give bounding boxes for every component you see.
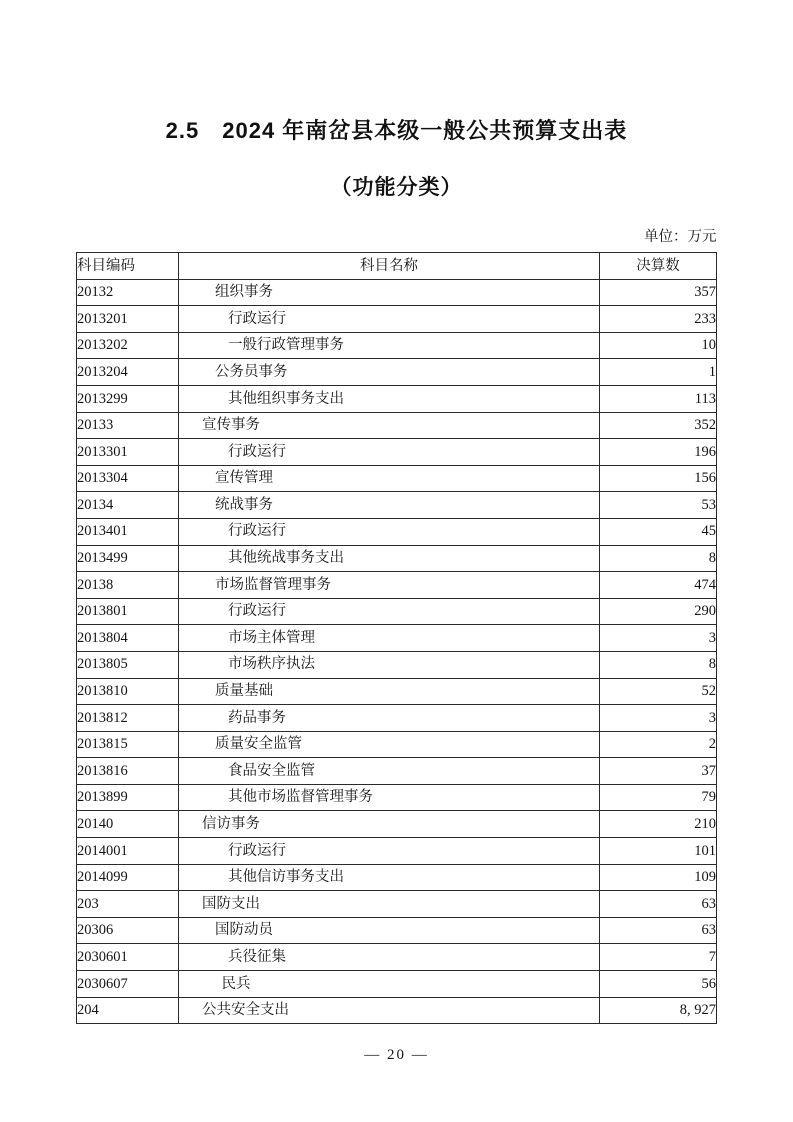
table-row [77,439,717,466]
page-title: 2.5 2024 年南岔县本级一般公共预算支出表 [165,118,628,143]
table-row [77,359,717,386]
table-row [77,332,717,359]
final-amount-cell: 1 [600,359,717,386]
final-amount-cell: 63 [600,917,717,944]
subject-name-cell: 行政运行 [179,306,600,333]
table-row [77,997,717,1024]
subject-name-cell: 市场监督管理事务 [179,572,600,599]
table-row [77,279,717,306]
table-row [77,598,717,625]
table-header-row [77,253,717,280]
subject-code-cell: 203 [77,891,179,918]
subject-name-cell: 其他市场监督管理事务 [179,784,600,811]
table-row [77,678,717,705]
subject-name-cell: 其他组织事务支出 [179,385,600,412]
subject-code-cell: 2013202 [77,332,179,359]
table-row [77,864,717,891]
subject-code-cell: 20134 [77,492,179,519]
budget-table [76,252,717,1024]
final-amount-cell: 63 [600,891,717,918]
subject-code-cell: 2013499 [77,545,179,572]
subject-code-cell: 2013301 [77,439,179,466]
subject-code-cell: 20132 [77,279,179,306]
subject-name-cell: 公共安全支出 [179,997,600,1024]
table-row [77,838,717,865]
table-row [77,545,717,572]
subject-code-cell: 2013810 [77,678,179,705]
table-row [77,651,717,678]
final-amount-cell: 53 [600,492,717,519]
final-amount-cell: 233 [600,306,717,333]
subject-name-cell: 国防动员 [179,917,600,944]
final-amount-cell: 474 [600,572,717,599]
table-row [77,385,717,412]
subject-name-cell: 一般行政管理事务 [179,332,600,359]
subject-code-cell: 2014099 [77,864,179,891]
final-amount-cell: 79 [600,784,717,811]
final-amount-cell: 56 [600,971,717,998]
table-row [77,705,717,732]
table-row [77,518,717,545]
final-amount-cell: 352 [600,412,717,439]
final-amount-cell: 3 [600,625,717,652]
final-amount-cell: 7 [600,944,717,971]
subject-name-cell: 信访事务 [179,811,600,838]
page-subtitle: （功能分类） [330,176,463,199]
final-amount-cell: 3 [600,705,717,732]
subject-code-cell: 2013299 [77,385,179,412]
subject-name-cell: 行政运行 [179,518,600,545]
table-row [77,731,717,758]
subject-code-cell: 2013401 [77,518,179,545]
subject-name-cell: 行政运行 [179,838,600,865]
final-amount-cell: 290 [600,598,717,625]
subject-name-cell: 行政运行 [179,598,600,625]
subject-code-cell: 2013804 [77,625,179,652]
header-final-amount: 决算数 [600,253,717,280]
table-row [77,811,717,838]
final-amount-cell: 113 [600,385,717,412]
table-row [77,572,717,599]
subject-name-cell: 行政运行 [179,439,600,466]
subject-code-cell: 20306 [77,917,179,944]
final-amount-cell: 52 [600,678,717,705]
unit-label: 单位：万元 [644,229,717,245]
final-amount-cell: 196 [600,439,717,466]
subject-name-cell: 统战事务 [179,492,600,519]
subject-code-cell: 2013805 [77,651,179,678]
subject-code-cell: 2014001 [77,838,179,865]
table-row [77,891,717,918]
table-row [77,492,717,519]
subject-code-cell: 2013816 [77,758,179,785]
final-amount-cell: 10 [600,332,717,359]
subject-name-cell: 民兵 [179,971,600,998]
subject-code-cell: 2030601 [77,944,179,971]
header-subject-name: 科目名称 [179,253,600,280]
subject-name-cell: 药品事务 [179,705,600,732]
final-amount-cell: 156 [600,465,717,492]
subject-name-cell: 国防支出 [179,891,600,918]
table-row [77,944,717,971]
final-amount-cell: 45 [600,518,717,545]
table-row [77,412,717,439]
final-amount-cell: 8 [600,545,717,572]
table-row [77,971,717,998]
subject-code-cell: 2013899 [77,784,179,811]
table-row [77,758,717,785]
subject-code-cell: 20138 [77,572,179,599]
subject-name-cell: 其他信访事务支出 [179,864,600,891]
subject-name-cell: 质量基础 [179,678,600,705]
subject-name-cell: 其他统战事务支出 [179,545,600,572]
subject-code-cell: 2013815 [77,731,179,758]
table-row [77,784,717,811]
subject-name-cell: 宣传事务 [179,412,600,439]
page-number: — 20 — [364,1047,429,1063]
header-subject-code: 科目编码 [77,253,179,280]
final-amount-cell: 210 [600,811,717,838]
table-row [77,306,717,333]
subject-code-cell: 2030607 [77,971,179,998]
subject-code-cell: 2013812 [77,705,179,732]
final-amount-cell: 37 [600,758,717,785]
subject-name-cell: 组织事务 [179,279,600,306]
subject-code-cell: 20133 [77,412,179,439]
table-row [77,625,717,652]
final-amount-cell: 109 [600,864,717,891]
subject-name-cell: 宣传管理 [179,465,600,492]
subject-code-cell: 204 [77,997,179,1024]
final-amount-cell: 357 [600,279,717,306]
subject-code-cell: 20140 [77,811,179,838]
subject-name-cell: 公务员事务 [179,359,600,386]
subject-name-cell: 市场主体管理 [179,625,600,652]
table-row [77,465,717,492]
final-amount-cell: 8, 927 [600,997,717,1024]
subject-name-cell: 质量安全监管 [179,731,600,758]
subject-code-cell: 2013304 [77,465,179,492]
table-row [77,917,717,944]
final-amount-cell: 2 [600,731,717,758]
subject-code-cell: 2013204 [77,359,179,386]
subject-name-cell: 市场秩序执法 [179,651,600,678]
final-amount-cell: 101 [600,838,717,865]
subject-name-cell: 食品安全监管 [179,758,600,785]
subject-code-cell: 2013201 [77,306,179,333]
subject-name-cell: 兵役征集 [179,944,600,971]
subject-code-cell: 2013801 [77,598,179,625]
final-amount-cell: 8 [600,651,717,678]
